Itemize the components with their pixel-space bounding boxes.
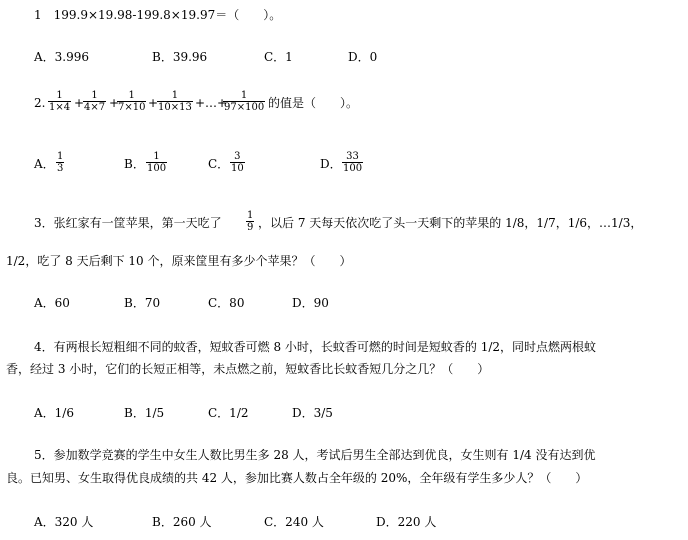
fraction-numerator: 1 xyxy=(171,90,179,101)
fraction-numerator: 33 xyxy=(346,151,359,162)
plus-ellipsis-operator: +…+ xyxy=(195,96,228,110)
plus-operator: + xyxy=(148,96,159,110)
question-2-tail: 的值是（ ）。 xyxy=(268,96,359,110)
fraction-denominator: 10 xyxy=(231,163,244,174)
question-3-option-a: A．60 xyxy=(34,296,70,310)
question-2-option-c-fraction xyxy=(230,151,245,174)
question-2-option-a-label: A． xyxy=(34,157,55,171)
fraction-numerator: 3 xyxy=(234,151,241,162)
question-2-option-a-fraction xyxy=(56,151,64,174)
question-2-option-b-fraction xyxy=(146,151,167,174)
question-4-stem-start: 4．有两根长短粗细不同的蚊香，短蚊香可燃 8 小时，长蚊香可燃的时间是短蚊香的 1/2，同时点燃两根蚊 xyxy=(34,340,597,354)
fraction-denominator: 7×10 xyxy=(118,102,146,113)
question-2-fraction-1 xyxy=(48,90,71,113)
question-1-option-a: A．3.996 xyxy=(34,50,90,64)
question-5-option-a: A．320 人 xyxy=(34,515,94,529)
question-5-option-b: B．260 人 xyxy=(152,515,212,529)
plus-operator: + xyxy=(109,96,120,110)
question-5-stem-end: 良。已知男、女生取得优良成绩的共 42 人，参加比赛人数占全年级的 20%，全年级有学生多少人？（ ） xyxy=(6,471,588,485)
question-2-option-b-label: B． xyxy=(124,157,145,171)
fraction-denominator: 10×13 xyxy=(158,102,192,113)
question-1-option-b: B．39.96 xyxy=(152,50,208,64)
question-2-fraction-2 xyxy=(83,90,106,113)
question-1-stem: 1 199.9×19.98-199.8×19.97＝（ ）。 xyxy=(34,8,282,22)
fraction-numerator: 1 xyxy=(91,90,98,101)
question-3-stem-end: 1/2，吃了 8 天后剩下 10 个，原来筐里有多少个苹果？（ ） xyxy=(6,254,352,268)
fraction-denominator: 100 xyxy=(343,163,363,174)
question-1-option-c: C．1 xyxy=(264,50,293,64)
question-5-option-c: C．240 人 xyxy=(264,515,324,529)
question-5-stem-start: 5．参加数学竞赛的学生中女生人数比男生多 28 人，考试后男生全部达到优良，女生则有 1/4 没有达到优 xyxy=(34,448,596,462)
question-3-stem-middle: ，以后 7 天每天依次吃了头一天剩下的苹果的 1/8，1/7，1/6，…1/3， xyxy=(258,216,643,230)
fraction-numerator: 1 xyxy=(247,210,254,221)
question-1-option-d: D．0 xyxy=(348,50,378,64)
fraction-numerator: 1 xyxy=(153,151,160,162)
fraction-denominator: 3 xyxy=(57,163,64,174)
question-4-option-a: A．1/6 xyxy=(34,406,74,420)
question-4-option-b: B．1/5 xyxy=(124,406,165,420)
question-2-fraction-5 xyxy=(223,90,265,113)
question-3-option-b: B．70 xyxy=(124,296,161,310)
question-3-option-d: D．90 xyxy=(292,296,329,310)
question-2-option-d-fraction xyxy=(342,151,363,174)
fraction-numerator: 1 xyxy=(56,90,63,101)
question-4-stem-end: 香，经过 3 小时，它们的长短正相等，未点燃之前，短蚊香比长蚊香短几分之几？（ ） xyxy=(6,362,490,376)
plus-operator: + xyxy=(74,96,85,110)
fraction-numerator: 1 xyxy=(240,90,248,101)
question-2-number: 2. xyxy=(34,96,46,110)
fraction-denominator: 1×4 xyxy=(49,102,71,113)
question-4-option-c: C．1/2 xyxy=(208,406,249,420)
fraction-numerator: 1 xyxy=(128,90,135,101)
question-5-option-d: D．220 人 xyxy=(376,515,437,529)
fraction-denominator: 97×100 xyxy=(224,102,265,113)
question-2-option-d-label: D． xyxy=(320,157,342,171)
fraction-numerator: 1 xyxy=(57,151,64,162)
question-2-option-c-label: C． xyxy=(208,157,230,171)
question-3-stem-start: 3．张红家有一筐苹果，第一天吃了 xyxy=(34,216,222,230)
fraction-denominator: 100 xyxy=(147,163,167,174)
fraction-denominator: 9 xyxy=(247,222,254,233)
question-2-fraction-3 xyxy=(117,90,146,113)
question-3-fraction xyxy=(246,210,254,233)
fraction-denominator: 4×7 xyxy=(84,102,106,113)
question-3-option-c: C．80 xyxy=(208,296,245,310)
question-2-fraction-4 xyxy=(157,90,193,113)
question-4-option-d: D．3/5 xyxy=(292,406,333,420)
